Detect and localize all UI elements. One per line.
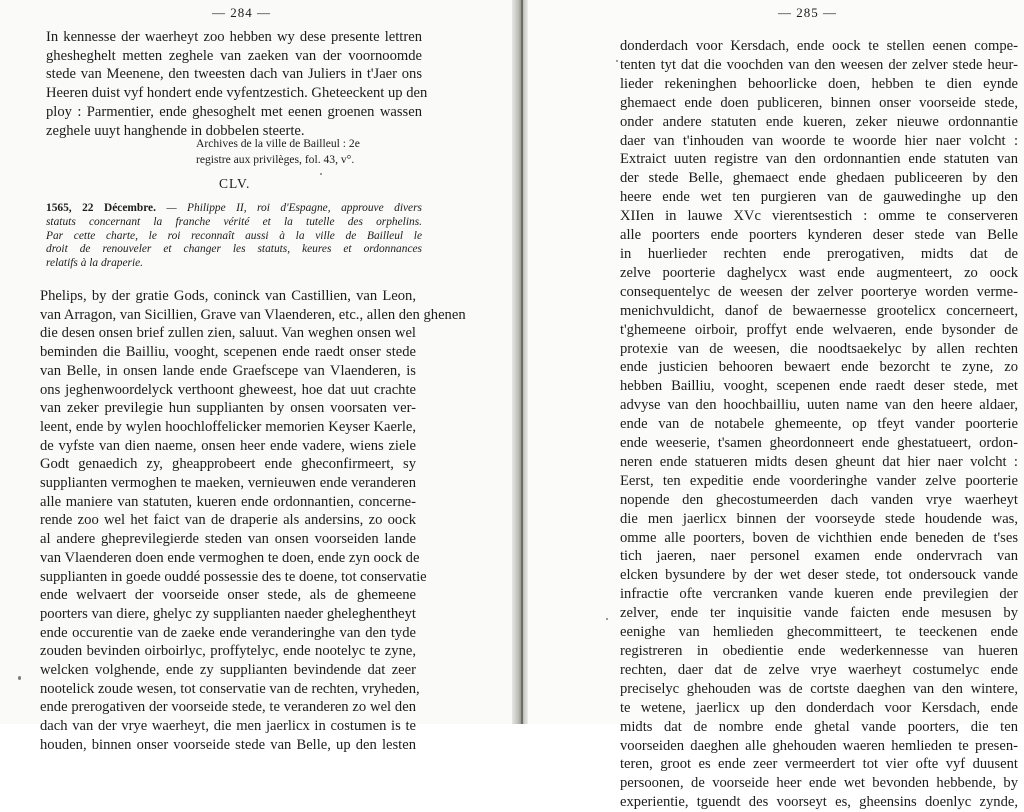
body-line: ende justicien behooren bewaert ende bezorcht te zyne, zo xyxy=(620,359,1018,376)
body-line: advyse van den hoochbailliu, uuten name van den heere aldaer, xyxy=(620,397,1018,414)
right-page-number: — 285 — xyxy=(778,5,837,20)
body-line: al andere gheprevilegierde steden van onsen voorseiden lande xyxy=(40,531,416,548)
summary-date: 1565, 22 Décembre. xyxy=(46,202,156,214)
charter-body-left xyxy=(40,287,466,755)
intro-line: stede van Meenene, den tweesten dach van Juliers in t'Jaer ons xyxy=(46,66,422,83)
summary-first-line: — Philippe II, roi d'Espagne, approuve divers xyxy=(166,202,422,214)
body-line: donderdach voor Kersdach, ende oock te stellen eenen compe- xyxy=(620,38,1018,54)
body-line: voorseiden daeghen alle ghehouden waeren hemlieden te presen- xyxy=(620,737,1018,754)
body-line: nopende den ghecostumeerden dach vanden vrye waerheyt xyxy=(620,491,1018,508)
summary-line: relatifs à la draperie. xyxy=(46,257,144,270)
body-line: Eerst, ten expeditie ende voorderinghe vander zelve poorterie xyxy=(620,472,1018,489)
body-line: poorters van diere, ghelyc zy supplianten naeder gheleghentheyt xyxy=(40,605,416,622)
body-line: die men jaerlicx binnen der voorseyde stede houdende was, xyxy=(620,510,1018,527)
body-line: houden, binnen onser voorseide stede van Belle, up den lesten xyxy=(40,736,416,753)
body-line: supplianten vermoghen te maeken, vernieuwen ende veranderen xyxy=(40,475,416,492)
body-line: ende occurentie van de zaeke ende veranderinghe van den tyde xyxy=(40,624,416,641)
page-speck xyxy=(18,676,21,680)
intro-line: Heeren duist vyf hondert ende vyfentzestich. Gheteeckent up den xyxy=(46,85,428,102)
charter-body-right xyxy=(620,37,1018,812)
page-speck xyxy=(320,173,322,175)
body-line: rechten, daer dat de zelve vrye waerheyt costumelyc ende xyxy=(620,661,1018,678)
body-line: van Belle, in onsen lande ende Graefscepe van Vlaenderen, is xyxy=(40,362,416,379)
body-line: de vyfste van dien naeme, onsen heer ende vadere, wiens ziele xyxy=(40,437,416,454)
summary-line: Par cette charte, le roi reconnaît aussi à la ville de Bailleul le xyxy=(46,229,422,242)
body-line: tenten tyt dat die voochden van den weesen der zelver stede heur- xyxy=(620,56,1018,73)
body-line: neren ende statueren midts desen gheunt dat hier naer volcht : xyxy=(620,453,1018,470)
body-line: omme alle poorters, boven de vichthien ende beneden de t'ses xyxy=(620,529,1018,546)
body-line: ons jeghenwoordelyck verthoont gheweest, hoe dat uut crachte xyxy=(40,381,416,398)
body-line: experientie, tguendt des voorseyt es, gheensins doenlyc zynde, xyxy=(620,794,1018,811)
body-line: zelve poorterie daghelycx wast ende augmenteert, zo oock xyxy=(620,264,1018,281)
body-line: zouden bevinden oirboirlyc, proffytelyc, ende nootelyc te zyne, xyxy=(40,643,416,660)
body-line: ghemaect ende doen publiceren, binnen onser voorseide stede, xyxy=(620,94,1018,111)
body-line: menichvuldicht, danof de bewaernesse grootelicx concerneert, xyxy=(620,302,1018,319)
body-line: midts dat de nombre ende ghetal vande poorters, die ten xyxy=(620,718,1018,735)
body-line: ende welvaert der voorseide onser stede, als de ghemeene xyxy=(40,587,416,604)
body-line: XIIen in lauwe XVc vierentsestich : omme te conserveren xyxy=(620,208,1018,225)
body-line: nootelick zoude wesen, tot conservatie van de rechten, vryheden, xyxy=(40,680,420,697)
body-line: protexie van de weesen, die noodtsaekelyc by allen rechten xyxy=(620,340,1018,357)
body-line: rende zoo wel het faict van de draperie als andersins, zo oock xyxy=(40,512,416,529)
body-line: supplianten in goede ouddé possessie des te doene, tot conservatie xyxy=(40,568,427,585)
body-line: heere ende wet ten purgieren van de gauwedinghe up den xyxy=(620,189,1018,206)
right-page xyxy=(528,0,1024,811)
body-line: Phelips, by der gratie Gods, coninck van Castillien, van Leon, xyxy=(40,288,416,304)
body-line: onder andere statuten ende kueren, zeker nieuwe ordonnantie xyxy=(620,113,1018,130)
body-line: beminden die Bailliu, vooght, scepenen ende raedt onser stede xyxy=(40,344,416,361)
citation-line: registre aux privilèges, fol. 43, v°. xyxy=(196,153,355,166)
body-line: ende prerogativen der voorseide stede, te veranderen zo wel den xyxy=(40,699,416,716)
body-line: preciselyc ghehouden was de cortste daeghen van den wintere, xyxy=(620,680,1018,697)
body-line: Extraict uuten registre van den ordonnantien ende statuten van xyxy=(620,151,1018,168)
intro-line: ploy : Parmentier, ende ghesoghelt met eenen groenen wassen xyxy=(46,103,422,120)
body-line: persoonen, de voorseide heer ende wet bevonden hebbende, by xyxy=(620,775,1018,792)
body-line: van Arragon, van Sicillien, Grave van Vlaenderen, etc., allen den ghenen xyxy=(40,306,466,323)
body-line: eenighe van hemlieden ghecommitteert, te teeckenen ende xyxy=(620,624,1018,641)
left-page xyxy=(0,0,512,753)
body-line: van zeker previlegie hun supplianten by onsen voorsaten ver- xyxy=(40,400,416,417)
body-line: lieder rekeninghen behoorlicke doen, hebben te dien eynde xyxy=(620,75,1018,92)
body-line: ende weeserie, t'samen gheordonneert ende ghestatueert, ordon- xyxy=(620,435,1018,452)
archive-citation xyxy=(196,136,426,168)
intro-line: ghesheghelt metten zeghele van zaeken van der voornoomde xyxy=(46,47,422,64)
body-line: van Vlaenderen doen ende vermoghen te doen, ende zyn oock de xyxy=(40,549,420,566)
page-speck xyxy=(616,60,618,62)
body-line: der stede Belle, ghemaect ende ghedaen publiceeren by den xyxy=(620,170,1018,187)
body-line: in huerlieder rechten ende prerogativen, midts dat de xyxy=(620,245,1018,262)
body-line: elcken bysundere by der wet deser stede, tot ondersouck vande xyxy=(620,567,1018,584)
gutter-shadow-line xyxy=(521,0,523,724)
body-line: infractie ofte vercranken vande kueren ende previlegien der xyxy=(620,586,1018,603)
summary-line: statuts concernant la franche vérité et la tutelle des orphelins. xyxy=(46,215,422,228)
page-speck xyxy=(606,618,608,620)
body-line: daer van t'inhouden van woorde te woorde hier naer volcht : xyxy=(620,132,1018,149)
body-line: ende van de notabele ghemeente, op tfeyt vander poorterie xyxy=(620,416,1018,433)
document-summary xyxy=(46,202,422,271)
left-page-number: — 284 — xyxy=(212,5,271,20)
body-line: zelver, ende ter inquisitie vande faicten ende mesusen by xyxy=(620,605,1018,622)
citation-line: Archives de la ville de Bailleul : 2e xyxy=(196,137,360,150)
intro-line: zeghele uuyt hanghende in dobbelen steerte. xyxy=(46,122,305,139)
intro-line: In kennesse der waerheyt zoo hebben wy dese presente lettren xyxy=(46,29,422,45)
body-line: tich jaeren, naer personel examen ende ondervrach van xyxy=(620,548,1018,565)
body-line: alle poorters ende poorters kynderen deser stede van Belle xyxy=(620,227,1018,244)
body-line: dach van der vrye waerheyt, die men jaerlicx in costumen is te xyxy=(40,718,416,735)
intro-paragraph xyxy=(46,28,428,140)
body-line: alle maniere van statuten, kueren ende ordonnantien, concerne- xyxy=(40,493,416,510)
body-line: leent, ende by wylen hoochloffelicker memorien Keyser Kaerle, xyxy=(40,418,416,435)
summary-line: droit de renouveler et changer les statuts, keures et ordonnances xyxy=(46,243,422,256)
body-line: die desen onsen brief zullen zien, saluut. Van weghen onsen wel xyxy=(40,325,416,342)
body-line: te wetene, jaerlicx up den donderdach voor Kersdach, ende xyxy=(620,699,1018,716)
body-line: Godt genaedich zy, gheapprobeert ende gheconfirmeert, sy xyxy=(40,456,416,473)
body-line: consequentelyc de weesen der zelver poorterye worden verme- xyxy=(620,283,1018,300)
body-line: welcken volghende, ende zy supplianten bevindende dat zeer xyxy=(40,662,416,679)
document-number: CLV. xyxy=(219,176,251,191)
body-line: t'ghemeene oirboir, proffyt ende welvaeren, ende bysonder de xyxy=(620,321,1018,338)
summary-line xyxy=(46,202,422,216)
body-line: registreren in obedientie ende wederkennesse van hueren xyxy=(620,643,1018,659)
book-gutter xyxy=(512,0,528,724)
body-line: hebben Bailliu, vooght, scepenen ende raedt deser stede, met xyxy=(620,378,1018,395)
body-line: teren, groot es ende zeer vermeerdert tot vier ofte vyf duusent xyxy=(620,756,1018,773)
